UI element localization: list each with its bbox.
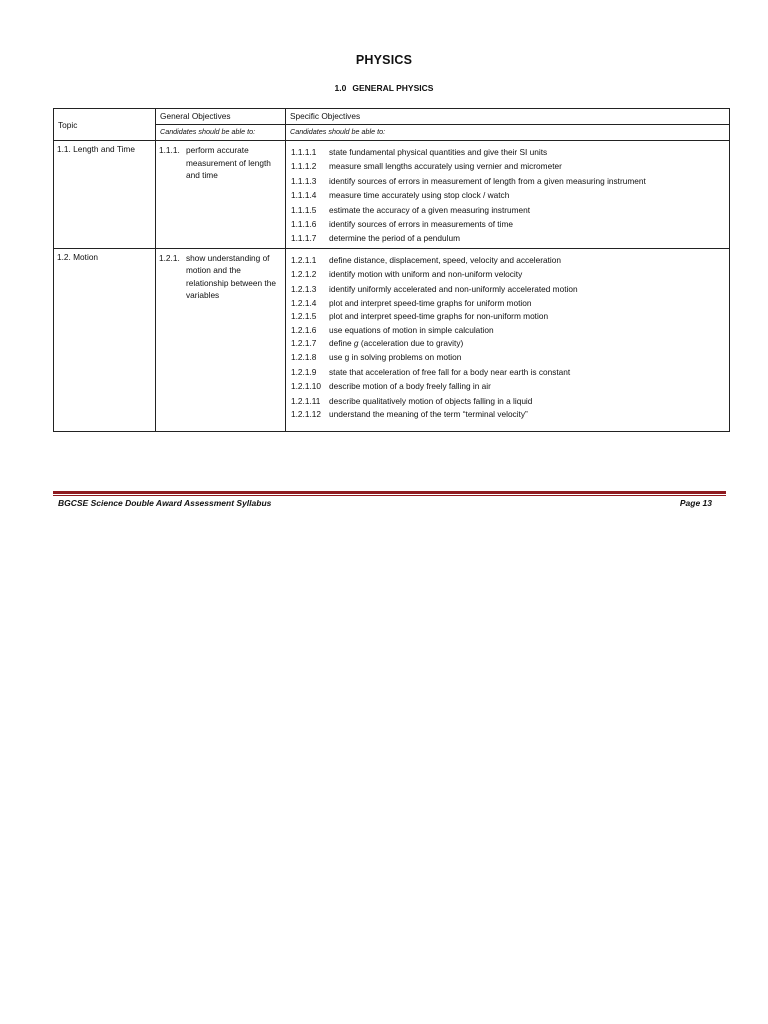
objective-text: plot and interpret speed-time graphs for non-uniform motion: [329, 311, 549, 322]
specific-objective: [291, 253, 724, 267]
objective-number: 1.1.1.3: [291, 175, 317, 186]
specific-objective: [291, 408, 724, 421]
objective-text: plot and interpret speed-time graphs for uniform motion: [329, 298, 532, 309]
objective-text: define distance, displacement, speed, velocity and acceleration: [329, 254, 561, 265]
general-objectives-cell: [156, 141, 286, 249]
table-row: [54, 141, 730, 249]
specific-objective: [291, 324, 724, 337]
table-subheader-row: [54, 125, 730, 141]
objective-text-tail: (acceleration due to gravity): [358, 338, 464, 349]
specific-objective: [291, 310, 724, 323]
objective-number: 1.2.1.7: [291, 338, 317, 349]
objective-text: understand the meaning of the term “terminal velocity”: [329, 408, 528, 419]
specific-objective: [291, 145, 724, 159]
objective-number: 1.2.1.5: [291, 311, 317, 322]
specific-objective: [291, 350, 724, 364]
specific-objective: [291, 217, 724, 231]
objective-text: measure time accurately using stop clock / watch: [329, 190, 510, 201]
objective-text: state that acceleration of free fall for a body near earth is constant: [329, 366, 571, 377]
header-general-objectives: General Objectives: [156, 109, 286, 125]
header-topic: Topic: [54, 109, 156, 141]
table-row: [54, 248, 730, 431]
objective-number: 1.2.1.3: [291, 283, 317, 294]
footer-page-number: Page 13: [679, 498, 712, 508]
objective-number: 1.2.1.9: [291, 366, 317, 377]
specific-objective: [291, 337, 724, 350]
specific-objective: [291, 267, 724, 281]
symbol-g: g: [353, 338, 359, 349]
specific-objective: [291, 231, 724, 245]
specific-objective: [291, 188, 724, 202]
section-title: [0, 83, 768, 93]
objective-text: use g in solving problems on motion: [329, 352, 462, 363]
objective-text: use equations of motion in simple calculation: [329, 324, 494, 335]
objective-text: identify sources of errors in measurements of time: [329, 219, 513, 230]
objective-text: [329, 337, 463, 350]
objective-text: identify sources of errors in measurement of length from a given measuring instrument: [329, 175, 646, 186]
objective-text: state fundamental physical quantities and give their SI units: [329, 147, 548, 157]
footer-syllabus-name: BGCSE Science Double Award Assessment Syllabus: [58, 498, 272, 508]
objective-number: 1.1.1.6: [291, 219, 317, 230]
objective-number: 1.2.1.8: [291, 352, 317, 363]
general-objective: [159, 252, 282, 302]
objective-text: describe qualitatively motion of objects falling in a liquid: [329, 395, 533, 406]
objective-number: 1.1.1.1: [291, 147, 317, 157]
topic-cell: 1.1. Length and Time: [54, 141, 156, 249]
objective-number: 1.2.1.: [159, 252, 180, 263]
objective-text-lead: define: [329, 338, 352, 349]
objective-text: perform accurate measurement of length and time: [186, 145, 271, 180]
objective-text: determine the period of a pendulum: [329, 233, 460, 244]
header-general-sub: Candidates should be able to:: [156, 125, 286, 141]
specific-objective: [291, 159, 724, 173]
general-objective: [159, 144, 282, 182]
objective-text: identify motion with uniform and non-uniform velocity: [329, 269, 523, 280]
specific-objective: [291, 282, 724, 296]
section-name: GENERAL PHYSICS: [352, 83, 434, 93]
objective-number: 1.1.1.: [159, 145, 180, 155]
section-number: 1.0: [334, 83, 347, 93]
specific-objective: [291, 174, 724, 188]
objective-number: 1.2.1.6: [291, 324, 317, 335]
specific-objectives-cell: [286, 248, 730, 431]
footer-rule: [53, 491, 726, 494]
objective-number: 1.2.1.12: [291, 408, 321, 419]
header-specific-objectives: Specific Objectives: [286, 109, 730, 125]
footer-rule-thin: [53, 495, 726, 496]
specific-objective: [291, 379, 724, 393]
objectives-table: [53, 108, 730, 432]
topic-cell: 1.2. Motion: [54, 248, 156, 431]
objective-number: 1.1.1.5: [291, 204, 317, 215]
specific-objectives-cell: [286, 141, 730, 249]
objective-text: identify uniformly accelerated and non-uniformly accelerated motion: [329, 283, 578, 294]
page-title: PHYSICS: [355, 53, 413, 67]
header-specific-sub: Candidates should be able to:: [286, 125, 730, 141]
objective-number: 1.1.1.4: [291, 190, 317, 201]
general-objectives-cell: [156, 248, 286, 431]
objective-number: 1.1.1.2: [291, 161, 317, 172]
table-header-row: [54, 109, 730, 125]
objective-text: estimate the accuracy of a given measuring instrument: [329, 204, 531, 215]
specific-objective: [291, 394, 724, 408]
objective-text: describe motion of a body freely falling in air: [329, 381, 491, 392]
objective-number: 1.2.1.10: [291, 381, 321, 392]
objective-text: measure small lengths accurately using vernier and micrometer: [329, 161, 562, 172]
objective-number: 1.2.1.1: [291, 254, 317, 265]
specific-objective: [291, 365, 724, 379]
specific-objective: [291, 296, 724, 310]
objective-number: 1.2.1.11: [291, 395, 321, 406]
objective-number: 1.2.1.4: [291, 298, 317, 309]
objective-number: 1.1.1.7: [291, 233, 317, 244]
objective-text: show understanding of motion and the relationship between the variables: [186, 252, 276, 301]
specific-objective: [291, 203, 724, 217]
objective-number: 1.2.1.2: [291, 269, 317, 280]
